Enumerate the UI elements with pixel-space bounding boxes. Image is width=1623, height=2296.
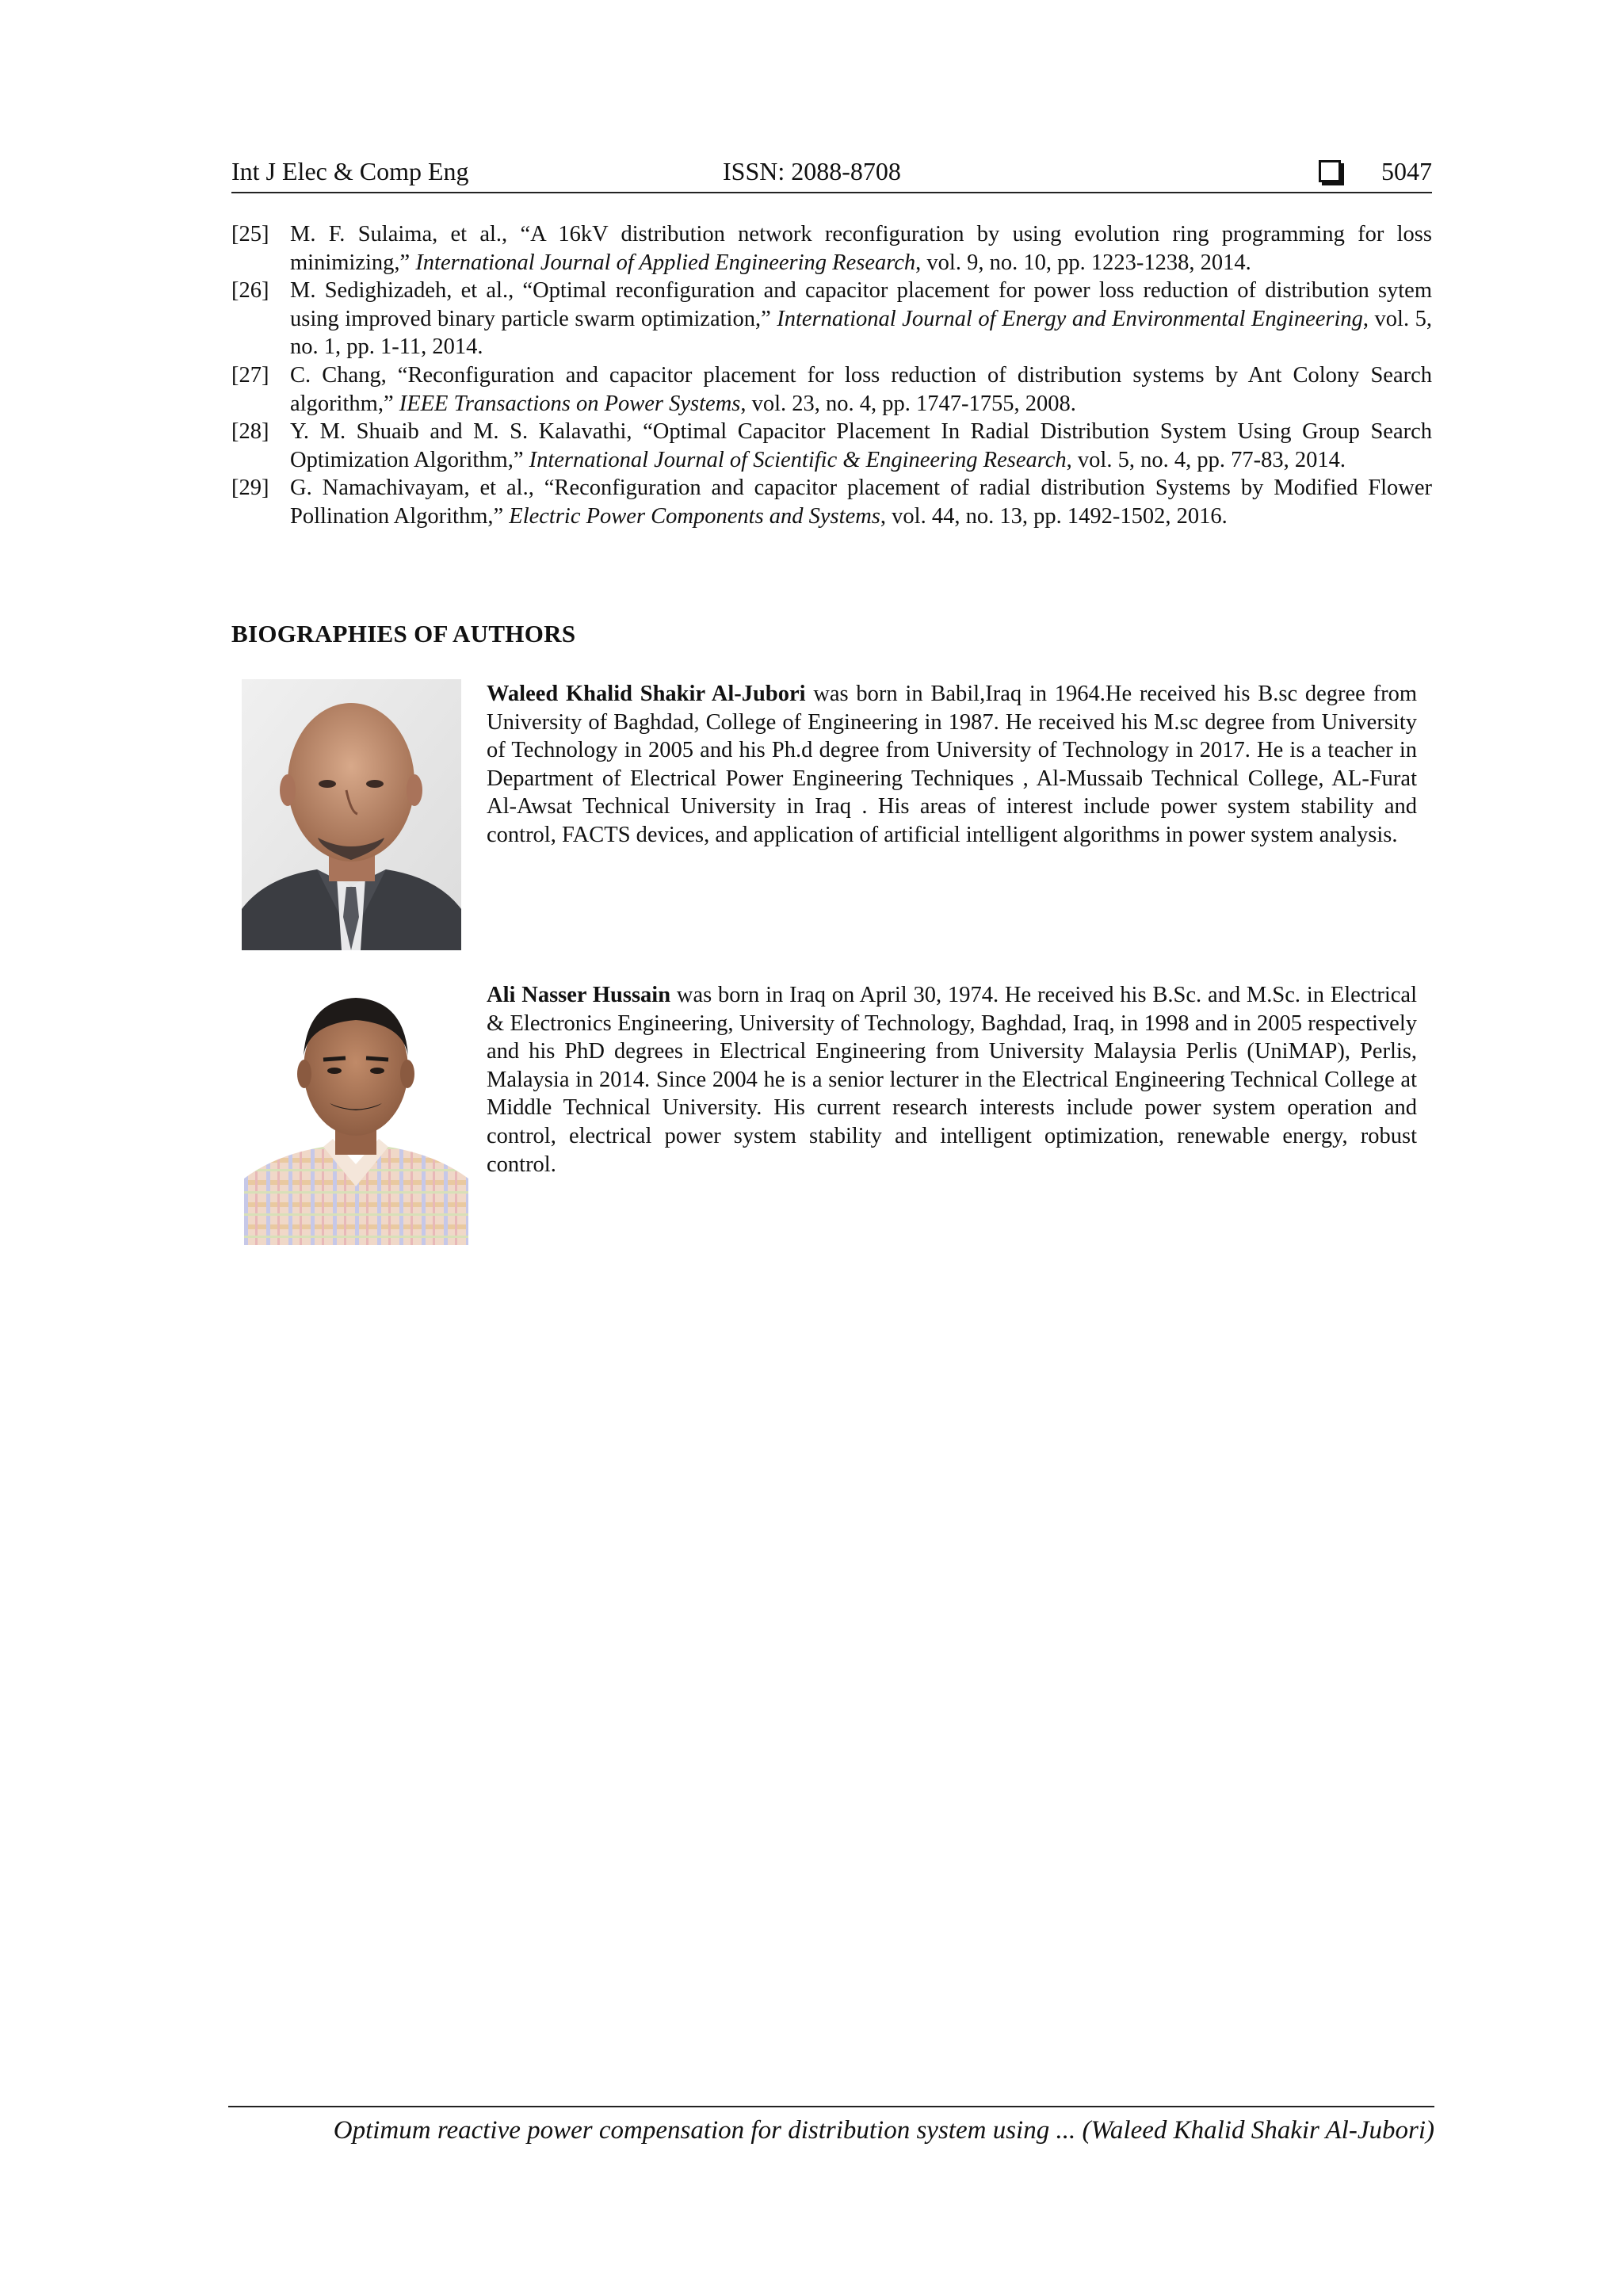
reference-text: M. F. Sulaima, et al., “A 16kV distribution network reconfiguration by using evolution ring programming for loss minimizing,” International Journal of Applied Engineering Research, vol. 9, no. 10, pp. 1223-1238, 2014. [290, 222, 1432, 275]
reference-number: [25] [231, 222, 269, 246]
author-bio-text: was born in Babil,Iraq in 1964.He received his B.sc degree from University of Baghdad, College of Engineering in 1987. He received his M.sc degree from University of Technology in 2005 and his Ph.d degree from University of Technology in 2017. He is a teacher in Department of Electrical Power Engineering Techniques , Al-Mussaib Technical College, AL-Furat Al-Awsat Technical University in Iraq . His areas of interest include power system stability and control, FACTS devices, and application of artificial intelligent algorithms in power system analysis. [487, 682, 1417, 847]
reference-text: C. Chang, “Reconfiguration and capacitor placement for loss reduction of distribution systems by Ant Colony Search algorithm,” IEEE Transactions on Power Systems, vol. 23, no. 4, pp. 1747-1755, 2008. [290, 362, 1432, 416]
reference-number: [29] [231, 476, 269, 501]
running-footer [228, 2106, 1434, 2150]
reference-item [231, 277, 1432, 361]
reference-item [231, 220, 1432, 277]
issn: ISSN: 2088-8708 [723, 157, 901, 185]
reference-list [231, 220, 1432, 531]
reference-journal: Electric Power Components and Systems [509, 503, 880, 529]
author-photo-2 [244, 980, 468, 1245]
author-photo-1 [242, 679, 461, 950]
reference-text: M. Sedighizadeh, et al., “Optimal reconfiguration and capacitor placement for power loss reduction of distribution sytem using improved binary particle swarm optimization,” International Journal of Energy and Environmental Engineering, vol. 5, no. 1, pp. 1-11, 2014. [290, 278, 1432, 360]
reference-journal: IEEE Transactions on Power Systems [399, 391, 741, 416]
page-number: 5047 [1381, 157, 1432, 185]
journal-name: Int J Elec & Comp Eng [231, 157, 469, 185]
author-bio-2 [487, 981, 1417, 1179]
reference-item [231, 474, 1432, 530]
author-bio-1 [487, 680, 1417, 850]
footer-title: Optimum reactive power compensation for distribution system using ... (Waleed Khalid Shakir Al-Jubori) [333, 2116, 1434, 2145]
reference-item [231, 418, 1432, 474]
running-header [231, 152, 1432, 193]
reference-number: [26] [231, 278, 269, 304]
reference-number: [27] [231, 362, 269, 388]
reference-journal: International Journal of Scientific & Engineering Research [529, 447, 1067, 472]
reference-journal: International Journal of Energy and Environmental Engineering [777, 306, 1363, 331]
square-bullet-icon [1319, 160, 1341, 182]
biographies-heading: BIOGRAPHIES OF AUTHORS [231, 620, 576, 648]
reference-journal: International Journal of Applied Engineering Research [415, 250, 916, 275]
reference-number: [28] [231, 419, 269, 445]
author-name: Waleed Khalid Shakir Al-Jubori [487, 682, 806, 706]
reference-item [231, 361, 1432, 418]
reference-text: Y. M. Shuaib and M. S. Kalavathi, “Optimal Capacitor Placement In Radial Distribution System Using Group Search Optimization Algorithm,” International Journal of Scientific & Engineering Research, vol. 5, no. 4, pp. 77-83, 2014. [290, 419, 1432, 472]
author-bio-text: was born in Iraq on April 30, 1974. He received his B.Sc. and M.Sc. in Electrical & Electronics Engineering, University of Technology, Baghdad, Iraq, in 1998 and in 2005 respectively and his PhD degrees in Electrical Engineering from University Malaysia Perlis (UniMAP), Perlis, Malaysia in 2014. Since 2004 he is a senior lecturer in the Electrical Engineering Technical College at Middle Technical University. His current research interests include power system operation and control, electrical power system stability and intelligent optimization, renewable energy, robust control. [487, 983, 1417, 1177]
reference-text: G. Namachivayam, et al., “Reconfiguration and capacitor placement of radial distribution Systems by Modified Flower Pollination Algorithm,” Electric Power Components and Systems, vol. 44, no. 13, pp. 1492-1502, 2016. [290, 476, 1432, 529]
author-name: Ali Nasser Hussain [487, 983, 671, 1007]
